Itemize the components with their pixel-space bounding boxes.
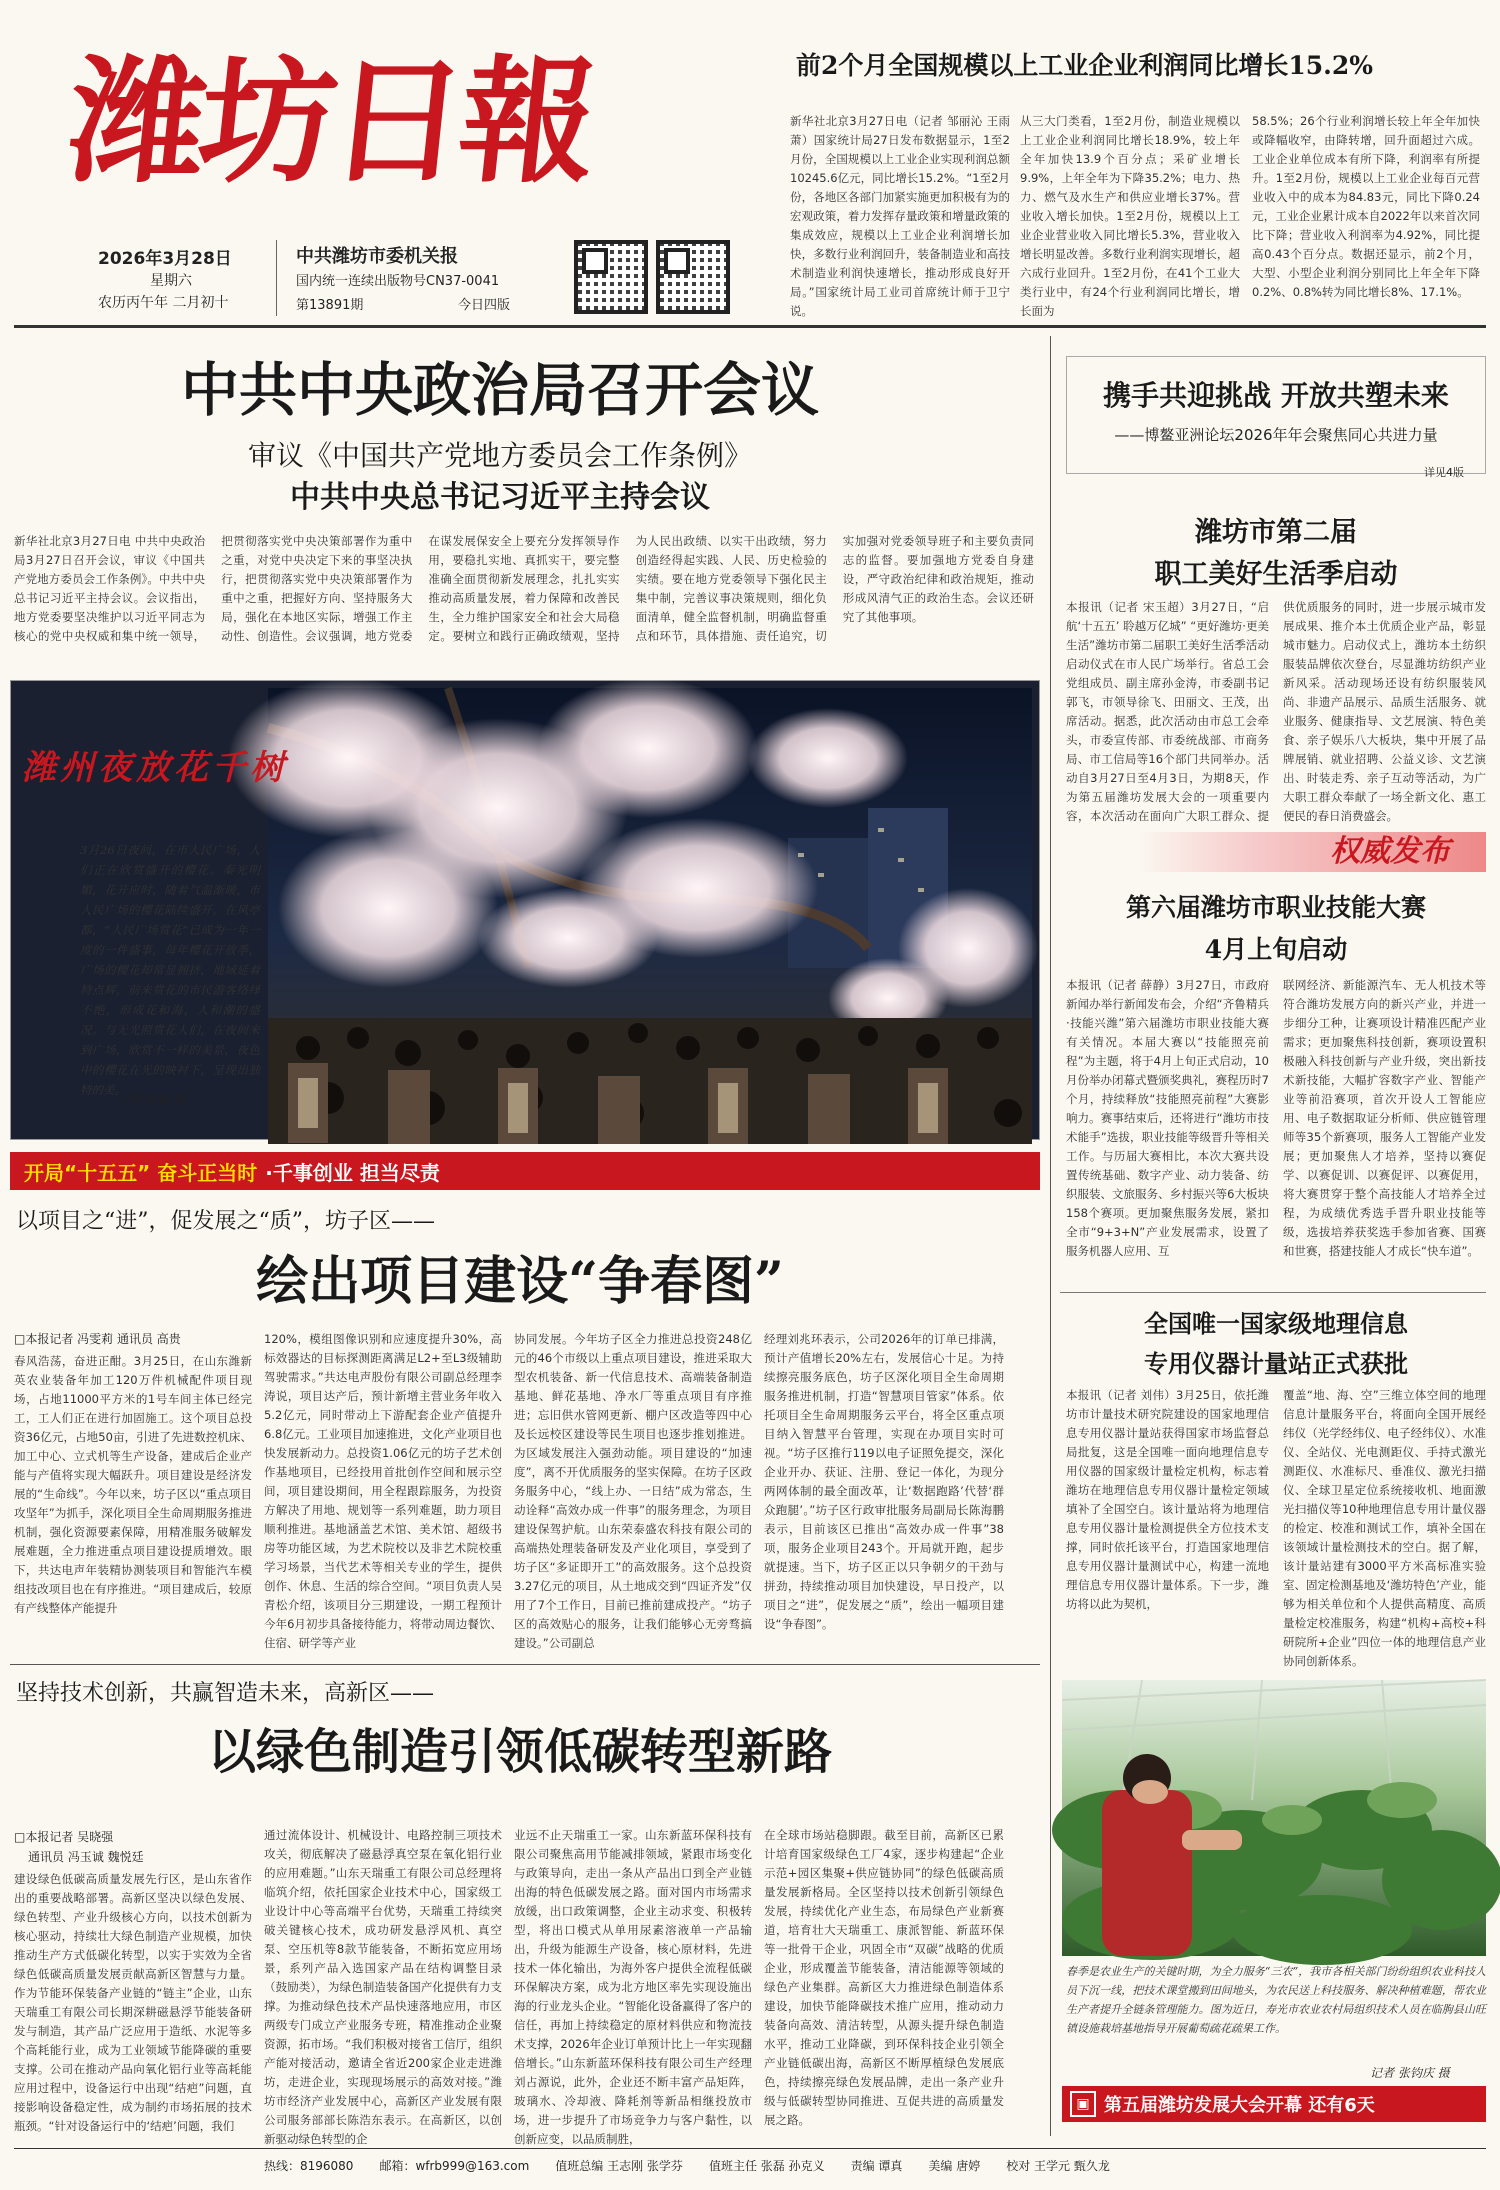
right-column-rule [1050,336,1051,2136]
banner-part-1: 开局“十五五” 奋斗正当时 [24,1160,258,1185]
footer-hotline: 热线：8196080 [264,2159,354,2173]
footer-proofreader: 校对 王学元 甄久龙 [1006,2159,1110,2173]
masthead-issue: 第13891期 [296,298,364,313]
masthead-date: 2026年3月28日 [98,249,232,269]
right1-headline: 携手共迎挑战 开放共塑未来 [1103,379,1449,412]
masthead-divider [276,240,277,316]
lead-body: 新华社北京3月27日电 中共中央政治局3月27日召开会议，审议《中国共产党地方委员会工作条例》。中共中央总书记习近平主持会议。会议指出，地方党委要坚决维护以习近平同志为核心的党中央权威和集中统一领导，把贯彻落实党中央决策部署作为重中之重，对党中央决定下来的事坚决执行，把贯彻落实党中央决策部署作为重中之重，把握好方向、坚持服务大局，强化在本地区实际，增强工作主动性、创造性。会议强调，地方党委在谋发展保安全上要充分发挥领导作用，要稳扎实地、真抓实干，要完整准确全面贯彻新发展理念，扎扎实实推动高质量发展，着力保障和改善民生，全力维护国家安全和社会大局稳定。要树立和践行正确政绩观，坚持为人民出政绩、以实干出政绩，努力创造经得起实践、人民、历史检验的实绩。要在地方党委领导下强化民主集中制，完善议事决策规则，细化负面清单，健全监督机制，明确监督重点和环节，具体措施、责任追究，切实加强对党委领导班子和主要负责同志的监督。要加强地方党委自身建设，严守政治纪律和政治规矩，推动形成风清气正的政治生态。会议还研究了其他事项。 [14,534,1034,643]
right4-headline-2: 专用仪器计量站正式获批 [1144,1349,1408,1378]
article2-col4: 经理刘兆环表示，公司2026年的订单已排满，预计产值增长20%左右，发展信心十足。为持续擦亮服务底色，坊子区深化项目全生命周期服务推进机制，打造“智慧项目管家”体系。依托项目全生命周期服务云平台，将全区重点项目纳入智慧平台管理，实现在办项目实时可视。“坊子区推行119以电子证照免提交，深化企业开办、获证、注册、登记一体化，为现分两网体制的最全面改革，让‘数据跑路’代替‘群众跑腿’。”坊子区行政审批服务局副局长陈海鹏表示，目前该区已推出“高效办成一件事”38项，服务企业项目243个。开局就开跑，起步就提速。当下，坊子区正以只争朝夕的干劲与拼劲，持续推动项目加快建设，早日投产，以项目之“进”，促发展之“质”，绘出一幅项目建设“争春图”。 [764,1332,1004,1631]
right4-headline-1: 全国唯一国家级地理信息 [1144,1309,1408,1338]
right2-headline-2: 职工美好生活季启动 [1154,559,1398,590]
right1-see-page[interactable]: 详见4版 [1424,466,1464,479]
lead-subheadline-2: 中共中央总书记习近平主持会议 [290,480,710,515]
footer-chief-editor: 值班总编 王志刚 张学芬 [555,2159,683,2173]
right-divider [1060,1292,1486,1293]
right3-col1: 本报讯（记者 薛静）3月27日，市政府新闻办举行新闻发布会，介绍“齐鲁精兵·技能兴潍”第六届潍坊市职业技能大赛有关情况。本届大赛以“技能照亮前程”为主题，将于4月上旬正式启动，10月份举办闭幕式暨颁奖典礼，赛程历时7个月，持续释放“技能照亮前程”大赛影响力。赛事结束后，还将进行“潍坊市技术能手”选拔，职业技能等级晋升等相关工作。与历届大赛相比，本次大赛共设置传统基础、数字产业、动力装备、纺织服装、文旅服务、乡村振兴等6大板块158个赛项。更加聚焦服务发展，紧扣全市“9+3+N”产业发展需求，设置了服务机器人应用、互 [1066,978,1269,1258]
footer-rule [14,2148,1486,2149]
article-divider [10,1664,1040,1665]
photo-feature-caption: 3月26日夜间，在市人民广场，人们正在欣赏盛开的樱花。秦光明媚，花开应时，随着气温渐暖，市人民广场的樱花陆续盛开。在风亭都，“人民广场赏花”已成为一年一度的一件盛事，每年樱花开放季，广场的樱花却常显拥挤，地域延着特点辉，前来赏花的市民游客络绎不绝，形成花和海，人和潮的盛况。与无光照赏花人们，在夜间来到广场，欣赏不一样的美景，夜色中的樱花在光的映衬下，呈现出独特的美。 [80,843,260,1097]
right1-subheadline: ——博鳌亚洲论坛2026年年会聚焦同心共进力量 [1114,426,1438,444]
banner-part-2: ·千事创业 担当尽责 [265,1160,440,1185]
article3-col4: 在全球市场站稳脚跟。截至目前，高新区已累计培育国家级绿色工厂4家，逐步构建起“企业示范+园区集聚+供应链协同”的绿色低碳高质量发展新格局。全区坚持以技术创新引领绿色发展，持续优化产业生态，布局绿色产业新赛道，培育壮大天瑞重工、康派智能、新蓝环保等一批骨干企业，巩固全市“双碳”战略的优质企业，形成覆盖节能装备，清洁能源等领域的绿色产业集群。高新区大力推进绿色制造体系建设，加快节能降碳技术推广应用，推动动力装备向高效、清洁转型，从源头提升绿色制造水平，推动工业降碳，到环保科技企业引领全产业链低碳出海，高新区不断厚植绿色发展底色，持续擦亮绿色发展品牌，走出一条产业升级与低碳转型协同推进、互促共进的高质量发展之路。 [764,1828,1004,2127]
article3-col2: 通过流体设计、机械设计、电路控制三项技术攻关，彻底解决了磁悬浮真空泵在氧化铝行业的应用难题。”山东天瑞重工有限公司总经理将临筑介绍，依托国家企业技术中心，国家级工业设计中心等高端平台优势，天瑞重工持续突破关键核心技术，成功研发悬浮风机、真空泵、空压机等8款节能装备，不断拓宽应用场景，系列产品入选国家产品在结构调整目录（鼓励类），为绿色制造装备国产化提供有力支撑。为推动绿色技术产品快速落地应用，市区两级专门成立产业服务专班，精准推动企业聚资源，拓市场。“我们积极对接省工信厅，组织产能对接活动，邀请全省近200家企业走进潍坊，走进企业，实现现场展示的高效对接。”潍坊市经济产业发展中心，高新区产业发展有限公司服务部部长陈浩东表示。在高新区，以创新驱动绿色转型的企 [264,1828,502,2146]
night-cherry-blossom-photo [268,688,1032,1144]
masthead-pages: 今日四版 [458,298,511,313]
qr-code-icon [574,240,648,314]
photo2-credit: 记者 张钧庆 摄 [1370,2066,1450,2080]
masthead-logo: 潍坊日報 [61,42,599,202]
right3-headline-2: 4月上旬启动 [1204,935,1348,964]
masthead-publisher: 中共潍坊市委机关报 [296,246,458,267]
footer-director: 值班主任 张磊 孙克义 [708,2159,825,2173]
article3-col1: 建设绿色低碳高质量发展先行区，是山东省作出的重要战略部署。高新区坚决以绿色发展、绿色转型、产业升级核心方向，以技术创新为核心驱动，持续壮大绿色制造产业规模，加快推动生产方式低碳化转型，以实于实效为全省绿色低碳高质量发展贡献高新区智慧与力量。作为节能环保装备产业链的“链主”企业，山东天瑞重工有限公司长期深耕磁悬浮节能装备研发与制造，其产品广泛应用于造纸、水泥等多个高耗能行业，成为工业领域节能降碳的重要支撑。公司在推动产品向氧化铝行业等高耗能应用过程中，设备运行中出现“结疤”问题，直接影响设备稳定性，成为制约市场拓展的技术瓶颈。“针对设备运行中的‘结疤’问题，我们 [14,1872,252,2133]
article2-byline: □本报记者 冯雯莉 通讯员 高贵 [14,1332,181,1346]
photo2-caption: 春季是农业生产的关键时期，为全力服务“三农”，我市各相关部门纷纷组织农业科技人员下沉一线，把技术课堂搬到田间地头，为农民送上科技服务、解决种植难题，帮农业生产者提升全链条管理能力。图为近日，寿光市农业农村局组织技术人员在临朐县山旺镇设施栽培基地指导开展葡萄疏花疏果工作。 [1066,1965,1486,2035]
lead-subheadline-1: 审议《中国共产党地方委员会工作条例》 [247,439,752,472]
right4-col2: 覆盖“地、海、空”三维立体空间的地理信息计量服务平台，将面向全国开展经纬仪（光学经纬仪、电子经纬仪）、水准仪、全站仪、光电测距仪、手持式激光测距仪、水准标尺、垂准仪、激光扫描仪、全球卫星定位系统接收机、地面激光扫描仪等10种地理信息专用计量仪器的检定、校准和测试工作，填补全国在该领域计量检测技术的空白。据了解，该计量站建有3000平方米高标准实验室、固定检测基地及‘潍坊特色’产业，能够为相关单位和个人提供高精度、高质量检定校准服务，构建“机构+高校+科研院所+企业”四位一体的地理信息产业协同创新体系。 [1283,1388,1486,1668]
countdown-icon: ▣ [1070,2091,1096,2117]
section-banner [10,1152,1040,1190]
top-story-col2: 从三大门类看，1至2月份，制造业规模以上工业企业利润同比增长18.9%，较上年全年加快13.9个百分点；采矿业增长9.9%，上年全年为下降35.2%；电力、热力、燃气及水生产和供应业增长37%。营业收入增长加快。1至2月份，规模以上工业企业营业收入同比增长5.3%，营业收入增长明显改善。多数行业利润实现增长，超六成行业回升。1至2月份，在41个工业大类行业中，有24个行业利润同比增长，增长面为 [1020,114,1240,318]
article2-col3: 协同发展。今年坊子区全力推进总投资248亿元的46个市级以上重点项目建设，推进采取大型农机装备、新一代信息技术、高端装备制造基地、鲜花基地、净水厂等重点项目有序推进；忘旧供水管网更新、棚户区改造等四中心及长远校区建设等民生项目也逐步推划推进。为区域发展注入强劲动能。项目建设的“加速度”，离不开优质服务的坚实保障。在坊子区政务服务中心，“线上办、一日结”成为常态，生动诠释“高效办成一件事”的服务理念，为项目建设保驾护航。山东荣泰盛农科技有限公司的高端热处理装备研发及产业化项目，享受到了坊子区“多证即开工”的高效服务。这个总投资3.27亿元的项目，从土地成交到“四证齐发”仅用了7个工作日，目前已推前建成投产。“坊子区的高效贴心的服务，让我们能够心无旁骛搞建设。”公司副总 [514,1332,752,1650]
article2-col1: 春风浩荡，奋进正酣。3月25日，在山东潍新英农业装备年加工120万件机械配件项目现场，占地11000平方米的1号车间主体已经完工，工人们正在进行加固施工。这个项目总投资36亿元，占地50亩，引进了先进数控机床、加工中心、立式机等生产设备，建成后企业产能与产值将实现大幅跃升。项目建设是经济发展的“生命线”。今年以来，坊子区以“重点项目攻坚年”为抓手，深化项目全生命周期服务推进机制，强化资源要素保障，用精准服务破解发展难题，全力推进重点项目建设提质增效。眼下，共达电声年装精协测装项目和智能汽车模组技改项目也在有序推进。“项目建成后，较原有产线整体产能提升 [14,1354,252,1615]
article3-headline: 以绿色制造引领低碳转型新路 [207,1724,832,1780]
right3-headline-1: 第六届潍坊市职业技能大赛 [1125,893,1426,922]
authority-label: 权威发布 [1330,834,1450,869]
greenhouse-photo [1062,1680,1486,1956]
masthead-lunar: 农历丙午年 二月初十 [98,295,229,311]
right4-col1: 本报讯（记者 刘伟）3月25日，依托潍坊市计量技术研究院建设的国家地理信息专用仪器计量站获得国家市场监督总局批复，这是全国唯一面向地理信息专用仪器的国家级计量检定机构，标志着潍坊在地理信息专用仪器计量检定领域填补了全国空白。该计量站将为地理信息专用仪器计量检测提供全方位技术支撑，同时依托该平台，打造国家地理信息专用仪器计量测试中心，构建一流地理信息专用仪器计量体系。下一步，潍坊将以此为契机， [1066,1388,1269,1611]
countdown-bar [1062,2086,1486,2122]
qr-code-icon [656,240,730,314]
photo-feature-credit: 记者 张驰 摄 [118,1092,186,1106]
masthead-weekday: 星期六 [150,273,192,289]
footer-email[interactable]: 邮箱：wfrb999@163.com [379,2159,530,2173]
right2-body: 本报讯（记者 宋玉超）3月27日，“启航‘十五五’ 聆越万亿城” “更好潍坊·更美生活”潍坊市第二届职工美好生活季活动启动仪式在市人民广场举行。省总工会党组成员、副主席孙金涛，市委副书记郭飞，市领导徐飞、田丽文、王茂，出席活动。据悉，此次活动由市总工会牵头，市委宣传部、市委统战部、市商务局、市工信局等16个部门共同举办。活动自3月27日至4月3日，为期8天，作为第五届潍坊发展大会的一项重要内容，本次活动在面向广大职工群众、提供优质服务的同时，进一步展示城市发展成果、推介本土优质企业产品，彰显城市魅力。启动仪式上，潍坊本土纺织服装品牌依次登台，尽显潍坊纺织产业新风采。活动现场还设有纺织服装风尚、非遗产品展示、品质生活服务、就业服务、健康指导、文艺展演、特色美食、亲子娱乐八大板块，集中开展了品牌展销、就业招聘、公益义诊、文艺演出、时装走秀、亲子互动等活动，为广大职工群众奉献了一场全新文化、惠工便民的春日消费盛会。 [1066,600,1486,823]
article3-kicker: 坚持技术创新，共赢智造未来，高新区—— [16,1681,435,1706]
article3-byline: □本报记者 吴晓强 [14,1830,114,1844]
article3-col3: 业远不止天瑞重工一家。山东新蓝环保科技有限公司聚焦高用节能减排领域，紧跟市场变化与政策导向，走出一条从产品出口到全产业链出海的特色低碳发展之路。面对国内市场需求放缓，出口政策调整，企业主动求变、积极转型，将出口模式从单用尿素溶液单一产品输出，升级为能源生产设备，核心原材料，先进技术一体化输出，为海外客户提供全流程低碳环保解决方案，成为北方地区率先实现设施出海的行业龙头企业。“智能化设备赢得了客户的信任，再加上持续稳定的原材料供应和物流技术支撑，2026年企业订单预计比上一年实现翻倍增长。”山东新蓝环保科技有限公司生产经理刘占源说，此外，企业还不断丰富产品矩阵，玻璃水、冷却液、降耗剂等新品相继投放市场，进一步提升了市场竞争力与客户黏性，以创新应变，以品质制胜， [514,1828,752,2146]
footer-editor: 责编 谭真 [850,2159,903,2173]
article2-headline: 绘出项目建设“争春图” [256,1251,784,1312]
article2-kicker: 以项目之“进”，促发展之“质”，坊子区—— [16,1209,435,1234]
countdown-text: 第五届潍坊发展大会开幕 还有6天 [1104,2095,1375,2116]
top-story-col1: 新华社北京3月27日电（记者 邹丽沁 王雨萧）国家统计局27日发布数据显示，1至2月份，全国规模以上工业企业实现利润总额10245.6亿元，同比增长15.2%。“1至2月份，各地区各部门加紧实施更加积极有为的宏观政策，着力发挥存量政策和增量政策的集成效应，规模以上工业企业利润增长加快，多数行业利润回升，装备制造业和高技术制造业利润快速增长，推动形成良好开局。”国家统计局工业司首席统计师于卫宁说。 [790,114,1010,318]
photo-feature-title: 潍州夜放花千树 [22,748,288,788]
footer-art-editor: 美编 唐婷 [928,2159,981,2173]
top-story-col3: 58.5%；26个行业利润增长较上年全年加快或降幅收窄，由降转增，回升面超过六成。工业企业单位成本有所下降，利润率有所提升。1至2月份，规模以上工业企业每百元营业收入中的成本为84.83元，同比下降0.24元，工业企业累计成本自2022年以来首次同比下降；营业收入利润率为4.92%，同比提高0.43个百分点。数据还显示，前2个月，大型、小型企业利润分别同比上年全年下降0.2%、0.8%转为同比增长8%、17.1%。 [1252,114,1480,299]
article2-col2: 120%，模组图像识别和应速度提升30%，高标效器达的目标探测距离满足L2+至L3级辅助驾驶需求。”共达电声股份有限公司副总经理李涛说，项目达产后，预计新增主营业务年收入5.2亿元，同时带动上下游配套企业产值提升6.8亿元。工业项目加速推进，文化产业项目也快发展新动力。总投资1.06亿元的坊子艺术创作基地项目，已经投用首批创作空间和展示空间，项目建设期间，用全程跟踪服务，为投资方解决了用地、规划等一系列难题，助力项目顺利推进。基地涵盖艺术馆、美术馆、超级书房等功能区域，为艺术院校以及非艺术院校重学习场景，当代艺术等相关专业的学生，提供创作、休息、生活的综合空间。“项目负责人吴青松介绍，该项目分三期建设，一期工程预计今年6月初步具备接待能力，将带动周边餐饮、住宿、研学等产业 [264,1332,502,1650]
lead-headline: 中共中央政治局召开会议 [180,356,819,424]
right3-col2: 联网经济、新能源汽车、无人机技术等符合潍坊发展方向的新兴产业，并进一步细分工种，让赛项设计精准匹配产业需求；更加聚焦科技创新，赛项设置积极融入科技创新与产业升级，突出新技术新技能，大幅扩容数字产业、智能产业等前沿赛项，首次开设人工智能应用、电子数据取证分析师、供应链管理师等35个新赛项，服务人工智能产业发展；更加聚焦人才培养，坚持以赛促学、以赛促训、以赛促评、以赛促用，将大赛贯穿于整个高技能人才培养全过程，为成绩优秀选手晋升职业技能等级，选拔培养获奖选手参加省赛、国赛和世赛，搭建技能人才成长“快车道”。 [1283,978,1486,1258]
footer-bar [14,2154,1486,2178]
masthead-cn: 国内统一连续出版物号CN37-0041 [296,274,500,289]
right2-headline-1: 潍坊市第二届 [1195,517,1357,548]
article3-byline-2: 通讯员 冯玉诚 魏悦廷 [28,1850,144,1864]
top-story-headline: 前2个月全国规模以上工业企业利润同比增长15.2% [796,51,1374,80]
masthead-rule [14,325,1486,328]
